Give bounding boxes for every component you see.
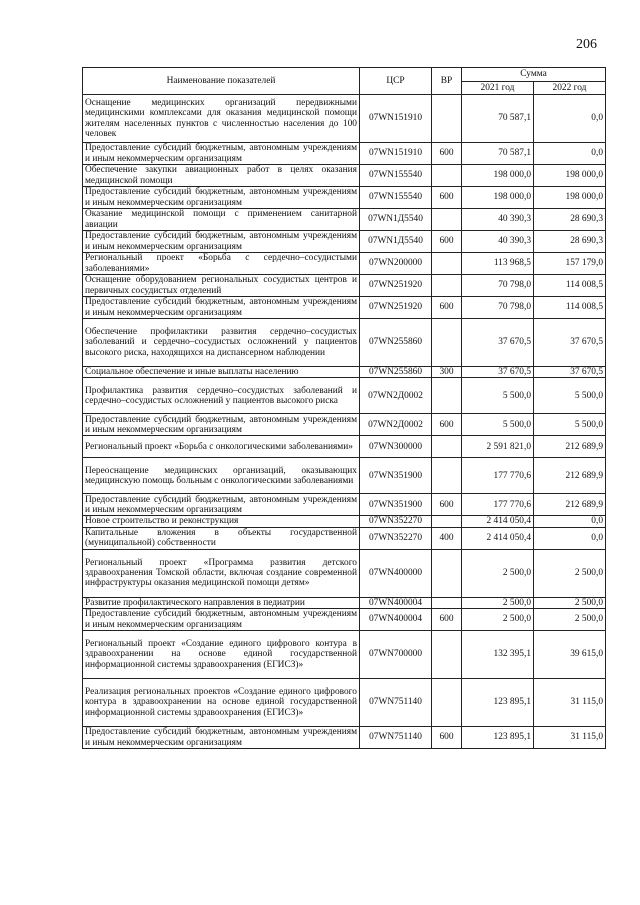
row-sum-2021-cell: 113 968,5 [462,253,534,275]
header-name: Наименование показателей [83,68,360,95]
row-sum-2022-cell: 39 615,0 [534,631,606,679]
row-sum-2021-cell: 70 587,1 [462,143,534,165]
table-row [83,143,606,165]
row-sum-2021-cell: 198 000,0 [462,165,534,187]
row-name-cell: Реализация региональных проектов «Создание единого цифрового контура в здравоохранении на основе единой государственной информационной системы здравоохранения (ЕГИСЗ)» [83,679,360,727]
row-sum-2021-cell: 40 390,3 [462,231,534,253]
table-row [83,516,606,527]
row-sum-2021-cell: 70 798,0 [462,275,534,297]
table-row [83,165,606,187]
row-name-cell: Переоснащение медицинских организаций, оказывающих медицинскую помощь больным с онкологическими заболеваниями [83,458,360,494]
row-sum-2022-cell: 2 500,0 [534,609,606,631]
row-name-cell: Оснащение медицинских организаций передвижными медицинскими комплексами для оказания медицинской помощи жителям населенных пунктов с численностью населения до 100 человек [83,95,360,143]
row-vr-cell: 600 [432,187,462,209]
table-row [83,609,606,631]
row-sum-2022-cell: 0,0 [534,527,606,549]
row-vr-cell [432,165,462,187]
header-vr: ВР [432,68,462,95]
row-sum-2021-cell: 132 395,1 [462,631,534,679]
row-vr-cell [432,253,462,275]
row-vr-cell: 600 [432,727,462,749]
row-csr-cell: 07WN200000 [360,253,432,275]
table-row [83,319,606,367]
row-sum-2021-cell: 2 414 050,4 [462,527,534,549]
row-sum-2022-cell: 0,0 [534,516,606,527]
row-csr-cell: 07WN251920 [360,297,432,319]
row-sum-2021-cell: 198 000,0 [462,187,534,209]
row-vr-cell [432,631,462,679]
header-sum: Сумма [462,68,606,82]
table-row [83,253,606,275]
table-row [83,231,606,253]
table-row [83,631,606,679]
row-name-cell: Социальное обеспечение и иные выплаты населению [83,367,360,378]
row-sum-2021-cell: 2 500,0 [462,609,534,631]
row-sum-2021-cell: 37 670,5 [462,367,534,378]
row-sum-2022-cell: 28 690,3 [534,231,606,253]
row-vr-cell [432,209,462,231]
table-row [83,378,606,414]
row-vr-cell [432,275,462,297]
row-name-cell: Предоставление субсидий бюджетным, автономным учреждениям и иным некоммерческим организациям [83,494,360,516]
row-csr-cell: 07WN155540 [360,187,432,209]
row-sum-2021-cell: 2 500,0 [462,549,534,597]
row-vr-cell [432,516,462,527]
row-sum-2021-cell: 177 770,6 [462,458,534,494]
row-name-cell: Предоставление субсидий бюджетным, автономным учреждениям и иным некоммерческим организациям [83,231,360,253]
row-name-cell: Региональный проект «Программа развития детского здравоохранения Томской области, включая создание современной инфраструктуры оказания медицинской помощи детям» [83,549,360,597]
row-vr-cell: 600 [432,414,462,436]
row-name-cell: Оснащение оборудованием региональных сосудистых центров и первичных сосудистых отделений [83,275,360,297]
row-sum-2021-cell: 37 670,5 [462,319,534,367]
table-row [83,187,606,209]
header-csr: ЦСР [360,68,432,95]
row-sum-2022-cell: 212 689,9 [534,494,606,516]
row-sum-2022-cell: 5 500,0 [534,414,606,436]
row-name-cell: Новое строительство и реконструкция [83,516,360,527]
row-sum-2022-cell: 114 008,5 [534,275,606,297]
row-csr-cell: 07WN1Д5540 [360,231,432,253]
row-name-cell: Предоставление субсидий бюджетным, автономным учреждениям и иным некоммерческим организациям [83,414,360,436]
row-vr-cell: 600 [432,494,462,516]
row-sum-2022-cell: 28 690,3 [534,209,606,231]
row-sum-2021-cell: 2 500,0 [462,597,534,608]
row-sum-2021-cell: 123 895,1 [462,679,534,727]
row-name-cell: Обеспечение закупки авиационных работ в целях оказания медицинской помощи [83,165,360,187]
row-sum-2022-cell: 114 008,5 [534,297,606,319]
row-sum-2021-cell: 2 414 050,4 [462,516,534,527]
table-row [83,414,606,436]
row-sum-2021-cell: 177 770,6 [462,494,534,516]
row-csr-cell: 07WN151910 [360,95,432,143]
table-row [83,209,606,231]
row-name-cell: Региональный проект «Создание единого цифрового контура в здравоохранении на основе единой государственной информационной системы здравоохранения (ЕГИСЗ)» [83,631,360,679]
row-name-cell: Предоставление субсидий бюджетным, автономным учреждениям и иным некоммерческим организациям [83,609,360,631]
row-vr-cell: 600 [432,609,462,631]
row-csr-cell: 07WN151910 [360,143,432,165]
row-csr-cell: 07WN255860 [360,319,432,367]
table-row [83,458,606,494]
row-vr-cell [432,679,462,727]
row-csr-cell: 07WN351900 [360,458,432,494]
row-sum-2022-cell: 37 670,5 [534,367,606,378]
row-sum-2022-cell: 2 500,0 [534,549,606,597]
row-csr-cell: 07WN255860 [360,367,432,378]
row-name-cell: Предоставление субсидий бюджетным, автономным учреждениям и иным некоммерческим организациям [83,187,360,209]
row-csr-cell: 07WN1Д5540 [360,209,432,231]
row-name-cell: Предоставление субсидий бюджетным, автономным учреждениям и иным некоммерческим организациям [83,297,360,319]
row-name-cell: Развитие профилактического направления в педиатрии [83,597,360,608]
row-vr-cell [432,436,462,458]
row-name-cell: Обеспечение профилактики развития сердечно–сосудистых заболеваний и сердечно–сосудистых осложнений у пациентов высокого риска, находящихся на диспансерном наблюдении [83,319,360,367]
row-vr-cell [432,597,462,608]
row-sum-2022-cell: 31 115,0 [534,727,606,749]
row-sum-2022-cell: 198 000,0 [534,187,606,209]
row-vr-cell: 600 [432,297,462,319]
row-csr-cell: 07WN400000 [360,549,432,597]
table-row [83,275,606,297]
table-body [83,95,606,749]
row-vr-cell: 300 [432,367,462,378]
row-sum-2022-cell: 31 115,0 [534,679,606,727]
table-row [83,494,606,516]
row-sum-2021-cell: 70 587,1 [462,95,534,143]
row-sum-2021-cell: 5 500,0 [462,414,534,436]
row-name-cell: Предоставление субсидий бюджетным, автономным учреждениям и иным некоммерческим организациям [83,727,360,749]
row-name-cell: Профилактика развития сердечно–сосудистых заболеваний и сердечно–сосудистых осложнений у пациентов высокого риска [83,378,360,414]
table-row [83,549,606,597]
table-row [83,367,606,378]
row-vr-cell [432,95,462,143]
row-csr-cell: 07WN352270 [360,527,432,549]
row-csr-cell: 07WN2Д0002 [360,378,432,414]
row-name-cell: Региональный проект «Борьба с онкологическими заболеваниями» [83,436,360,458]
row-vr-cell [432,378,462,414]
row-name-cell: Региональный проект «Борьба с сердечно–сосудистыми заболеваниями» [83,253,360,275]
row-csr-cell: 07WN352270 [360,516,432,527]
table-row [83,679,606,727]
row-csr-cell: 07WN751140 [360,679,432,727]
header-year-2022: 2022 год [534,82,606,95]
row-csr-cell: 07WN2Д0002 [360,414,432,436]
row-sum-2022-cell: 157 179,0 [534,253,606,275]
row-csr-cell: 07WN251920 [360,275,432,297]
row-vr-cell: 400 [432,527,462,549]
table-row [83,597,606,608]
row-sum-2022-cell: 37 670,5 [534,319,606,367]
header-year-2021: 2021 год [462,82,534,95]
table-row [83,527,606,549]
row-sum-2021-cell: 5 500,0 [462,378,534,414]
row-name-cell: Предоставление субсидий бюджетным, автономным учреждениям и иным некоммерческим организациям [83,143,360,165]
row-csr-cell: 07WN751140 [360,727,432,749]
row-csr-cell: 07WN300000 [360,436,432,458]
row-sum-2021-cell: 70 798,0 [462,297,534,319]
row-name-cell: Капитальные вложения в объекты государственной (муниципальной) собственности [83,527,360,549]
table-row [83,436,606,458]
row-sum-2022-cell: 212 689,9 [534,458,606,494]
row-sum-2021-cell: 2 591 821,0 [462,436,534,458]
row-vr-cell [432,458,462,494]
row-sum-2021-cell: 123 895,1 [462,727,534,749]
table-row [83,727,606,749]
table-header [83,68,606,95]
row-sum-2022-cell: 0,0 [534,143,606,165]
row-csr-cell: 07WN400004 [360,609,432,631]
row-sum-2022-cell: 2 500,0 [534,597,606,608]
table-row [83,95,606,143]
row-csr-cell: 07WN351900 [360,494,432,516]
row-sum-2022-cell: 198 000,0 [534,165,606,187]
budget-table [82,67,606,749]
row-vr-cell: 600 [432,143,462,165]
row-csr-cell: 07WN155540 [360,165,432,187]
row-sum-2022-cell: 5 500,0 [534,378,606,414]
row-vr-cell: 600 [432,231,462,253]
row-sum-2021-cell: 40 390,3 [462,209,534,231]
row-name-cell: Оказание медицинской помощи с применением санитарной авиации [83,209,360,231]
row-sum-2022-cell: 0,0 [534,95,606,143]
row-vr-cell [432,549,462,597]
row-vr-cell [432,319,462,367]
row-csr-cell: 07WN700000 [360,631,432,679]
row-sum-2022-cell: 212 689,9 [534,436,606,458]
row-csr-cell: 07WN400004 [360,597,432,608]
page-number: 206 [576,37,597,52]
table-row [83,297,606,319]
